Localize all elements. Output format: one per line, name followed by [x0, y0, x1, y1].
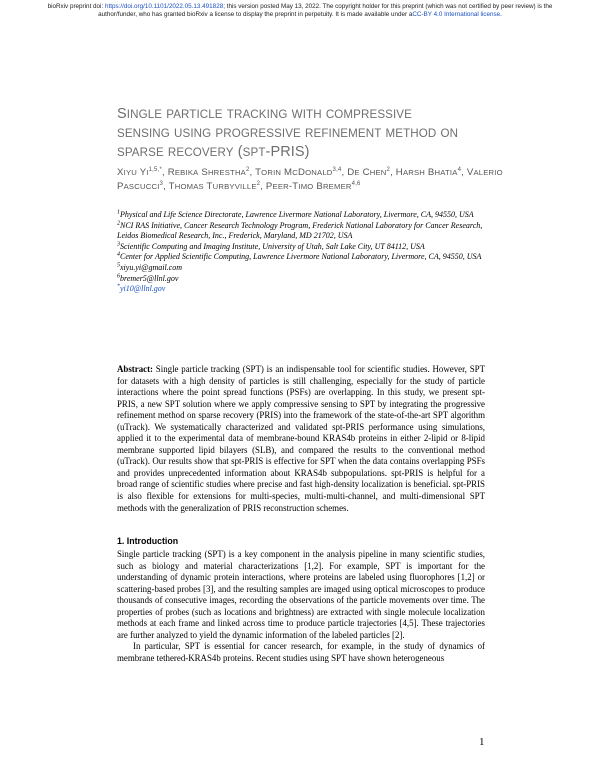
- license-link[interactable]: CC-BY 4.0 International license: [412, 11, 501, 18]
- author: [117, 167, 162, 178]
- affiliations: [117, 210, 502, 295]
- title-line-2: SENSING USING PROGRESSIVE REFINEMENT METHOD ON: [117, 127, 459, 140]
- abstract: [117, 364, 485, 514]
- corresponding-email: *yi10@llnl.gov: [117, 283, 166, 294]
- author-affiliation-marker: 3: [159, 180, 164, 187]
- author: [168, 167, 250, 178]
- abstract-label: Abstract:: [117, 364, 153, 374]
- doi-link[interactable]: https://doi.org/10.1101/2022.05.13.491828: [104, 3, 224, 10]
- section-heading-introduction: 1. Introduction: [117, 536, 179, 546]
- paper-title: [117, 105, 517, 162]
- author-affiliation-marker: 2: [246, 166, 250, 173]
- title-line-1: SINGLE PARTICLE TRACKING WITH COMPRESSIVE: [117, 106, 412, 122]
- intro-paragraph-1: Single particle tracking (SPT) is a key component in the analysis pipeline in many scientific studies, such as biology and material characterizations [1,2]. For example, SPT is important for the understanding of dynamic protein interactions, where proteins are labeled using fluorophores [1,2] or scattering-based probes [3], and the resulting samples are imaged using optical microscopes to produce thousands of consecutive images, recording the observations of the particle movements over time. The properties of probes (such as locations and brightness) are extracted with single molecule localization methods at each frame and linked across time to produce particle trajectories [4,5]. These trajectories are further analyzed to yield the dynamic information of the labeled particles [2].: [117, 549, 485, 640]
- affiliation-1: $^1$Physical and Life Science Directorate, Lawrence Livermore National Laboratory, Livermore, CA, 94550, USA: [117, 209, 474, 219]
- page-number: 1: [479, 736, 485, 748]
- author-name: XIYU YI: [117, 167, 149, 178]
- author-name: DE CHEN: [347, 167, 387, 178]
- author-affiliation-marker: 4: [457, 166, 462, 173]
- banner-pre-doi: bioRxiv preprint doi:: [47, 3, 105, 10]
- author: [396, 167, 461, 178]
- corresponding-email-link[interactable]: yi10@llnl.gov: [120, 284, 166, 294]
- author-affiliation-marker: 4,6: [351, 180, 361, 187]
- preprint-banner: [30, 3, 570, 19]
- banner-copyright-text: ; this version posted May 13, 2022. The copyright holder for this preprint (which was not certified by peer review) is the author/funder, who has granted bioRxiv a license to display the preprint in perpetuity. It is made available under a: [98, 3, 553, 18]
- affiliation-3: $^3$Scientific Computing and Imaging Institute, University of Utah, Salt Lake City, UT 84112, USA: [117, 241, 425, 251]
- author-name: THOMAS TURBYVILLE: [168, 181, 257, 192]
- author-list: XIYU $YI^{1,5,*}$, REBIKA SHRESTHA$^2$, TORIN MCDONALD$^{3,4}$, DE CHEN$^2$, HARSH BHATIA$^4$, VALERIO PASCUCCI$^3$, THOMAS TURBYVILLE$^2$, PEER-TIMO BREMER$^{4,6}$: [117, 166, 503, 192]
- banner-end: .: [500, 11, 502, 18]
- introduction-body: [117, 549, 485, 664]
- author-affiliation-marker: 2: [256, 180, 261, 187]
- author: [347, 167, 390, 178]
- author-name: PEER-TIMO BREMER: [265, 181, 352, 192]
- abstract-text: Single particle tracking (SPT) is an indispensable tool for scientific studies. However, SPT for datasets with a high density of particles is still challenging, especially for the study of particle interactions where the point spread functions (PSFs) are overlapping. In this study, we present spt-PRIS, a new SPT solution where we apply compressive sensing to SPT by integrating the progressive refinement method on sparse recovery (PRIS) into the framework of the state-of-the-art SPT algorithm (uTrack). We systematically characterized and validated spt-PRIS performance using simulations, applied it to the experimental data of membrane-bound KRAS4b proteins in either 2-lipid or 8-lipid membrane supported lipid bilayers (SLB), and compared the results to the conventional method (uTrack). Our results show that spt-PRIS is effective for SPT when the data contains overlapping PSFs and provides unprecedented information about KRAS4b subpopulations. spt-PRIS is helpful for a broad range of scientific studies where precise and fast high-density localization is beneficial. spt-PRIS is also flexible for extensions for multi-species, multi-multi-channel, and multi-dimensional SPT methods with the generalization of PRIS reconstruction schemes.: [117, 364, 485, 513]
- author-name: REBIKA SHRESTHA: [167, 167, 246, 178]
- author-name: TORIN MCDONALD: [255, 167, 333, 178]
- title-line-3: SPARSE RECOVERY (SPT-PRIS): [117, 144, 310, 160]
- author-affiliation-marker: 3,4: [332, 166, 342, 173]
- affiliation-2: $^2$NCI RAS Initiative, Cancer Research Technology Program, Frederick National Laboratory for Cancer Research, Leidos Biomedical Research, Inc., Frederick, Maryland, MD 21702, USA: [117, 219, 483, 241]
- email-1: $^5$xiyu.yi@gmail.com: [117, 262, 183, 272]
- author-affiliation-marker: 2: [386, 166, 391, 173]
- author: [266, 181, 361, 192]
- email-2: $^6$bremer5@llnl.gov: [117, 272, 179, 283]
- author-name: VALERIO PASCUCCI: [117, 167, 503, 192]
- intro-paragraph-2: In particular, SPT is essential for cancer research, for example, in the study of dynamics of membrane tethered-KRAS4b proteins. Recent studies using SPT have shown heterogeneous: [117, 641, 485, 663]
- author-affiliation-marker: 1,5,*: [148, 166, 162, 173]
- author: [255, 167, 341, 178]
- author: [169, 181, 261, 192]
- author-name: HARSH BHATIA: [395, 167, 458, 178]
- affiliation-4: $^4$Center for Applied Scientific Computing, Lawrence Livermore National Laboratory, Livermore, CA, 94550, USA: [117, 251, 482, 262]
